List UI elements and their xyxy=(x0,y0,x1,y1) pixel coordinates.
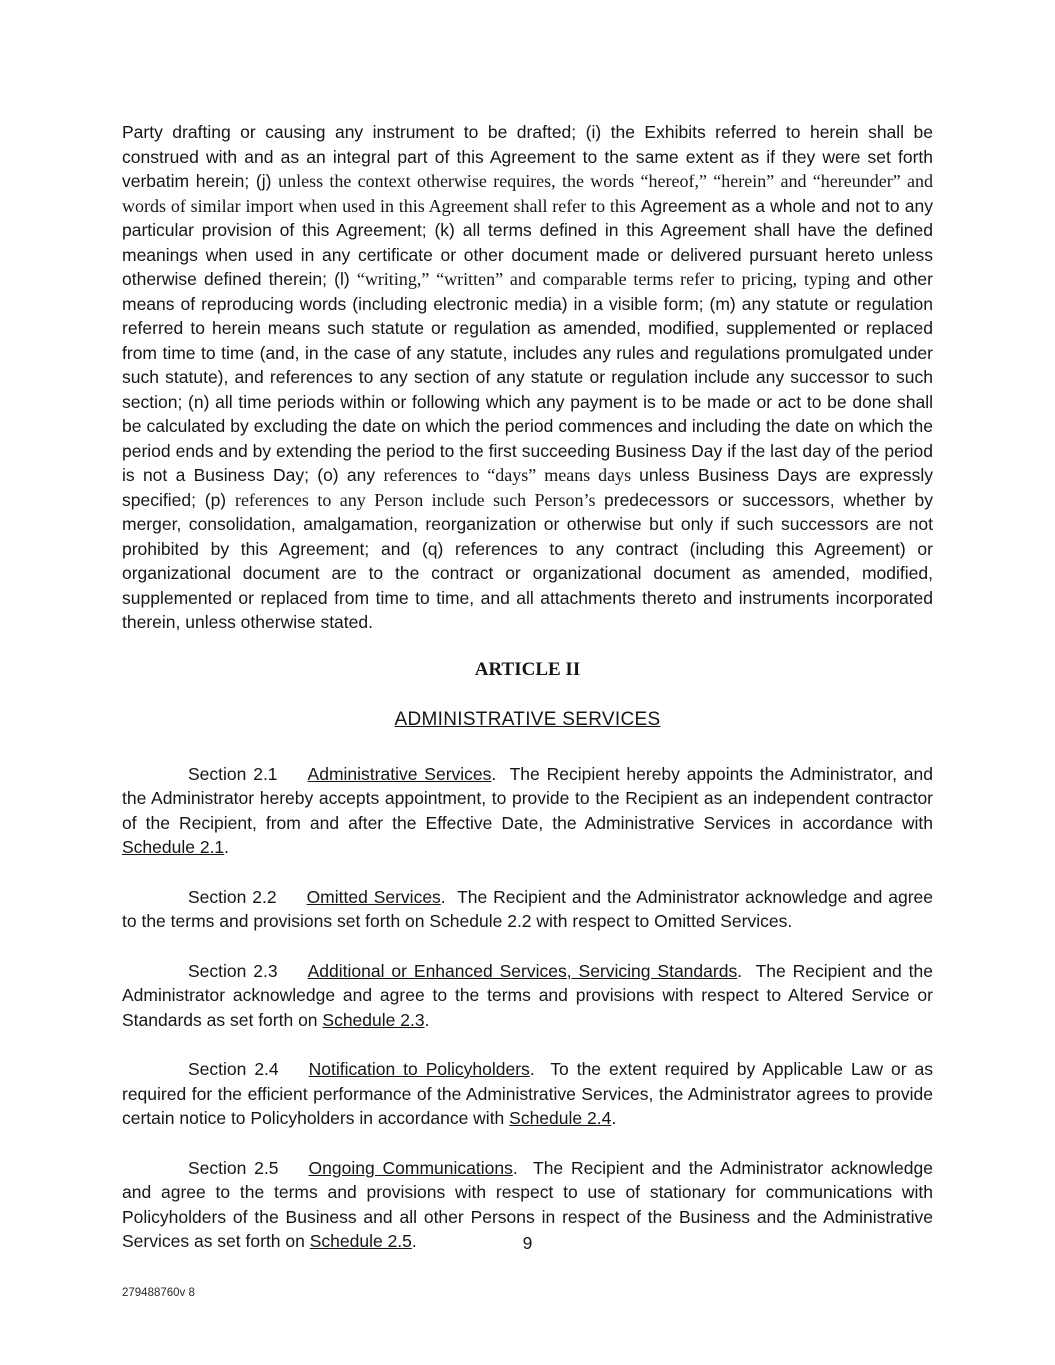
text-run: Schedule 2.4 xyxy=(509,1108,612,1128)
text-run: Section 2.1 xyxy=(188,763,278,784)
text-run: Section 2.4 xyxy=(188,1059,279,1079)
text-run: . The Recipient and the Administrator acknowledge and agree to the terms and provisions set forth on Schedule 2.2 with respect to Omitted Services. xyxy=(122,886,933,931)
text-run: Omitted Services xyxy=(306,886,441,907)
text-run: Notification to Policyholders xyxy=(308,1059,530,1079)
text-run: Ongoing Communications xyxy=(308,1157,513,1178)
section-paragraph-2-1 xyxy=(122,762,933,860)
article-subtitle: ADMINISTRATIVE SERVICES xyxy=(394,709,661,730)
text-run: Schedule 2.3 xyxy=(322,1009,425,1030)
text-run: Section 2.2 xyxy=(188,886,277,907)
document-content xyxy=(122,120,933,1254)
text-run: Agreement as a whole and not to any particular provision of this Agreement; (k) all terms defined in this Agreement shall have the defined meanings when used in any certificate or other document made or delivered pursuant hereto unless otherwise defined therein; (l) xyxy=(122,195,933,289)
text-run: predecessors or successors, whether by merger, consolidation, amalgamation, reorganization or otherwise but only if such successors are not prohibited by this Agreement; and (q) references to any contract (including this Agreement) or organizational document are to the contract or organizational document as amended, modified, supplemented or replaced from time to time, and all attachments thereto and instruments incorporated therein, unless otherwise stated. xyxy=(122,489,934,632)
text-run: “writing,” “written” and comparable terms refer to pricing, typing xyxy=(356,269,857,289)
text-run: unless the context otherwise requires, the words “hereof,” “herein” and “hereunder” and words of similar import when used in this Agreement shall refer to this xyxy=(122,171,933,216)
text-run: Party drafting or causing any instrument to be drafted; (i) the Exhibits referred to herein shall be construed with and as an integral part of this Agreement to the same extent as if they were set forth verbatim herein; (j) xyxy=(122,122,933,191)
page-number: 9 xyxy=(522,1233,533,1253)
text-run: Section 2.3 xyxy=(188,960,278,981)
section-paragraph-2-3 xyxy=(122,959,933,1033)
section-paragraph-2-2 xyxy=(122,885,933,934)
text-run: Schedule 2.1 xyxy=(122,837,225,857)
text-run: . xyxy=(424,1009,430,1030)
text-run: . The Recipient and the Administrator acknowledge and agree to the terms and provisions with respect to use of stationary for communications with Policyholders of the Business and all other Persons in respect of the Business and the Administrative Services as set forth on xyxy=(122,1157,933,1251)
text-run: . The Recipient hereby appoints the Administrator, and the Administrator hereby accepts appointment, to provide to the Recipient as an independent contractor of the Recipient, from and after the Effective Date, the Administrative Services in accordance with xyxy=(122,763,933,833)
text-run: Administrative Services xyxy=(307,763,492,784)
footer-document-id: 279488760v 8 xyxy=(122,1287,195,1299)
section-paragraph-2-4 xyxy=(122,1057,933,1131)
text-run: references to “days” means days xyxy=(383,465,640,485)
text-run: . xyxy=(224,837,230,857)
intro-paragraph xyxy=(122,120,933,635)
text-run: and other means of reproducing words (including electronic media) in a visible form; (m) any statute or regulation referred to herein means such statute or regulation as amended, modified, supplemented or replaced from time to time (and, in the case of any statute, includes any rules and regulations promulgated under such statute), and references to any section of any statute or regulation include any successor to such section; (n) all time periods within or following which any payment is to be made or act to be done shall be calculated by excluding the date on which the period commences and including the date on which the period ends and by extending the period to the first succeeding Business Day if the last day of the period is not a Business Day; (o) any xyxy=(122,269,933,485)
text-run: Schedule 2.5 xyxy=(309,1231,412,1251)
text-run: unless Business Days are expressly specified; (p) xyxy=(122,465,934,510)
text-run: references to any Person include such Person’s xyxy=(234,489,605,510)
text-run: . xyxy=(411,1231,417,1251)
text-run: Additional or Enhanced Services, Servicing Standards xyxy=(307,960,738,981)
text-run: Section 2.5 xyxy=(188,1157,279,1178)
text-run: . xyxy=(611,1108,617,1128)
text-run: . The Recipient and the Administrator acknowledge and agree to the terms and provisions with respect to Altered Service or Standards as set forth on xyxy=(122,960,934,1030)
text-run: . To the extent required by Applicable Law or as required for the efficient performance of the Administrative Services, the Administrator agrees to provide certain notice to Policyholders in accordance with xyxy=(122,1059,933,1128)
article-title: ARTICLE II xyxy=(474,658,581,680)
